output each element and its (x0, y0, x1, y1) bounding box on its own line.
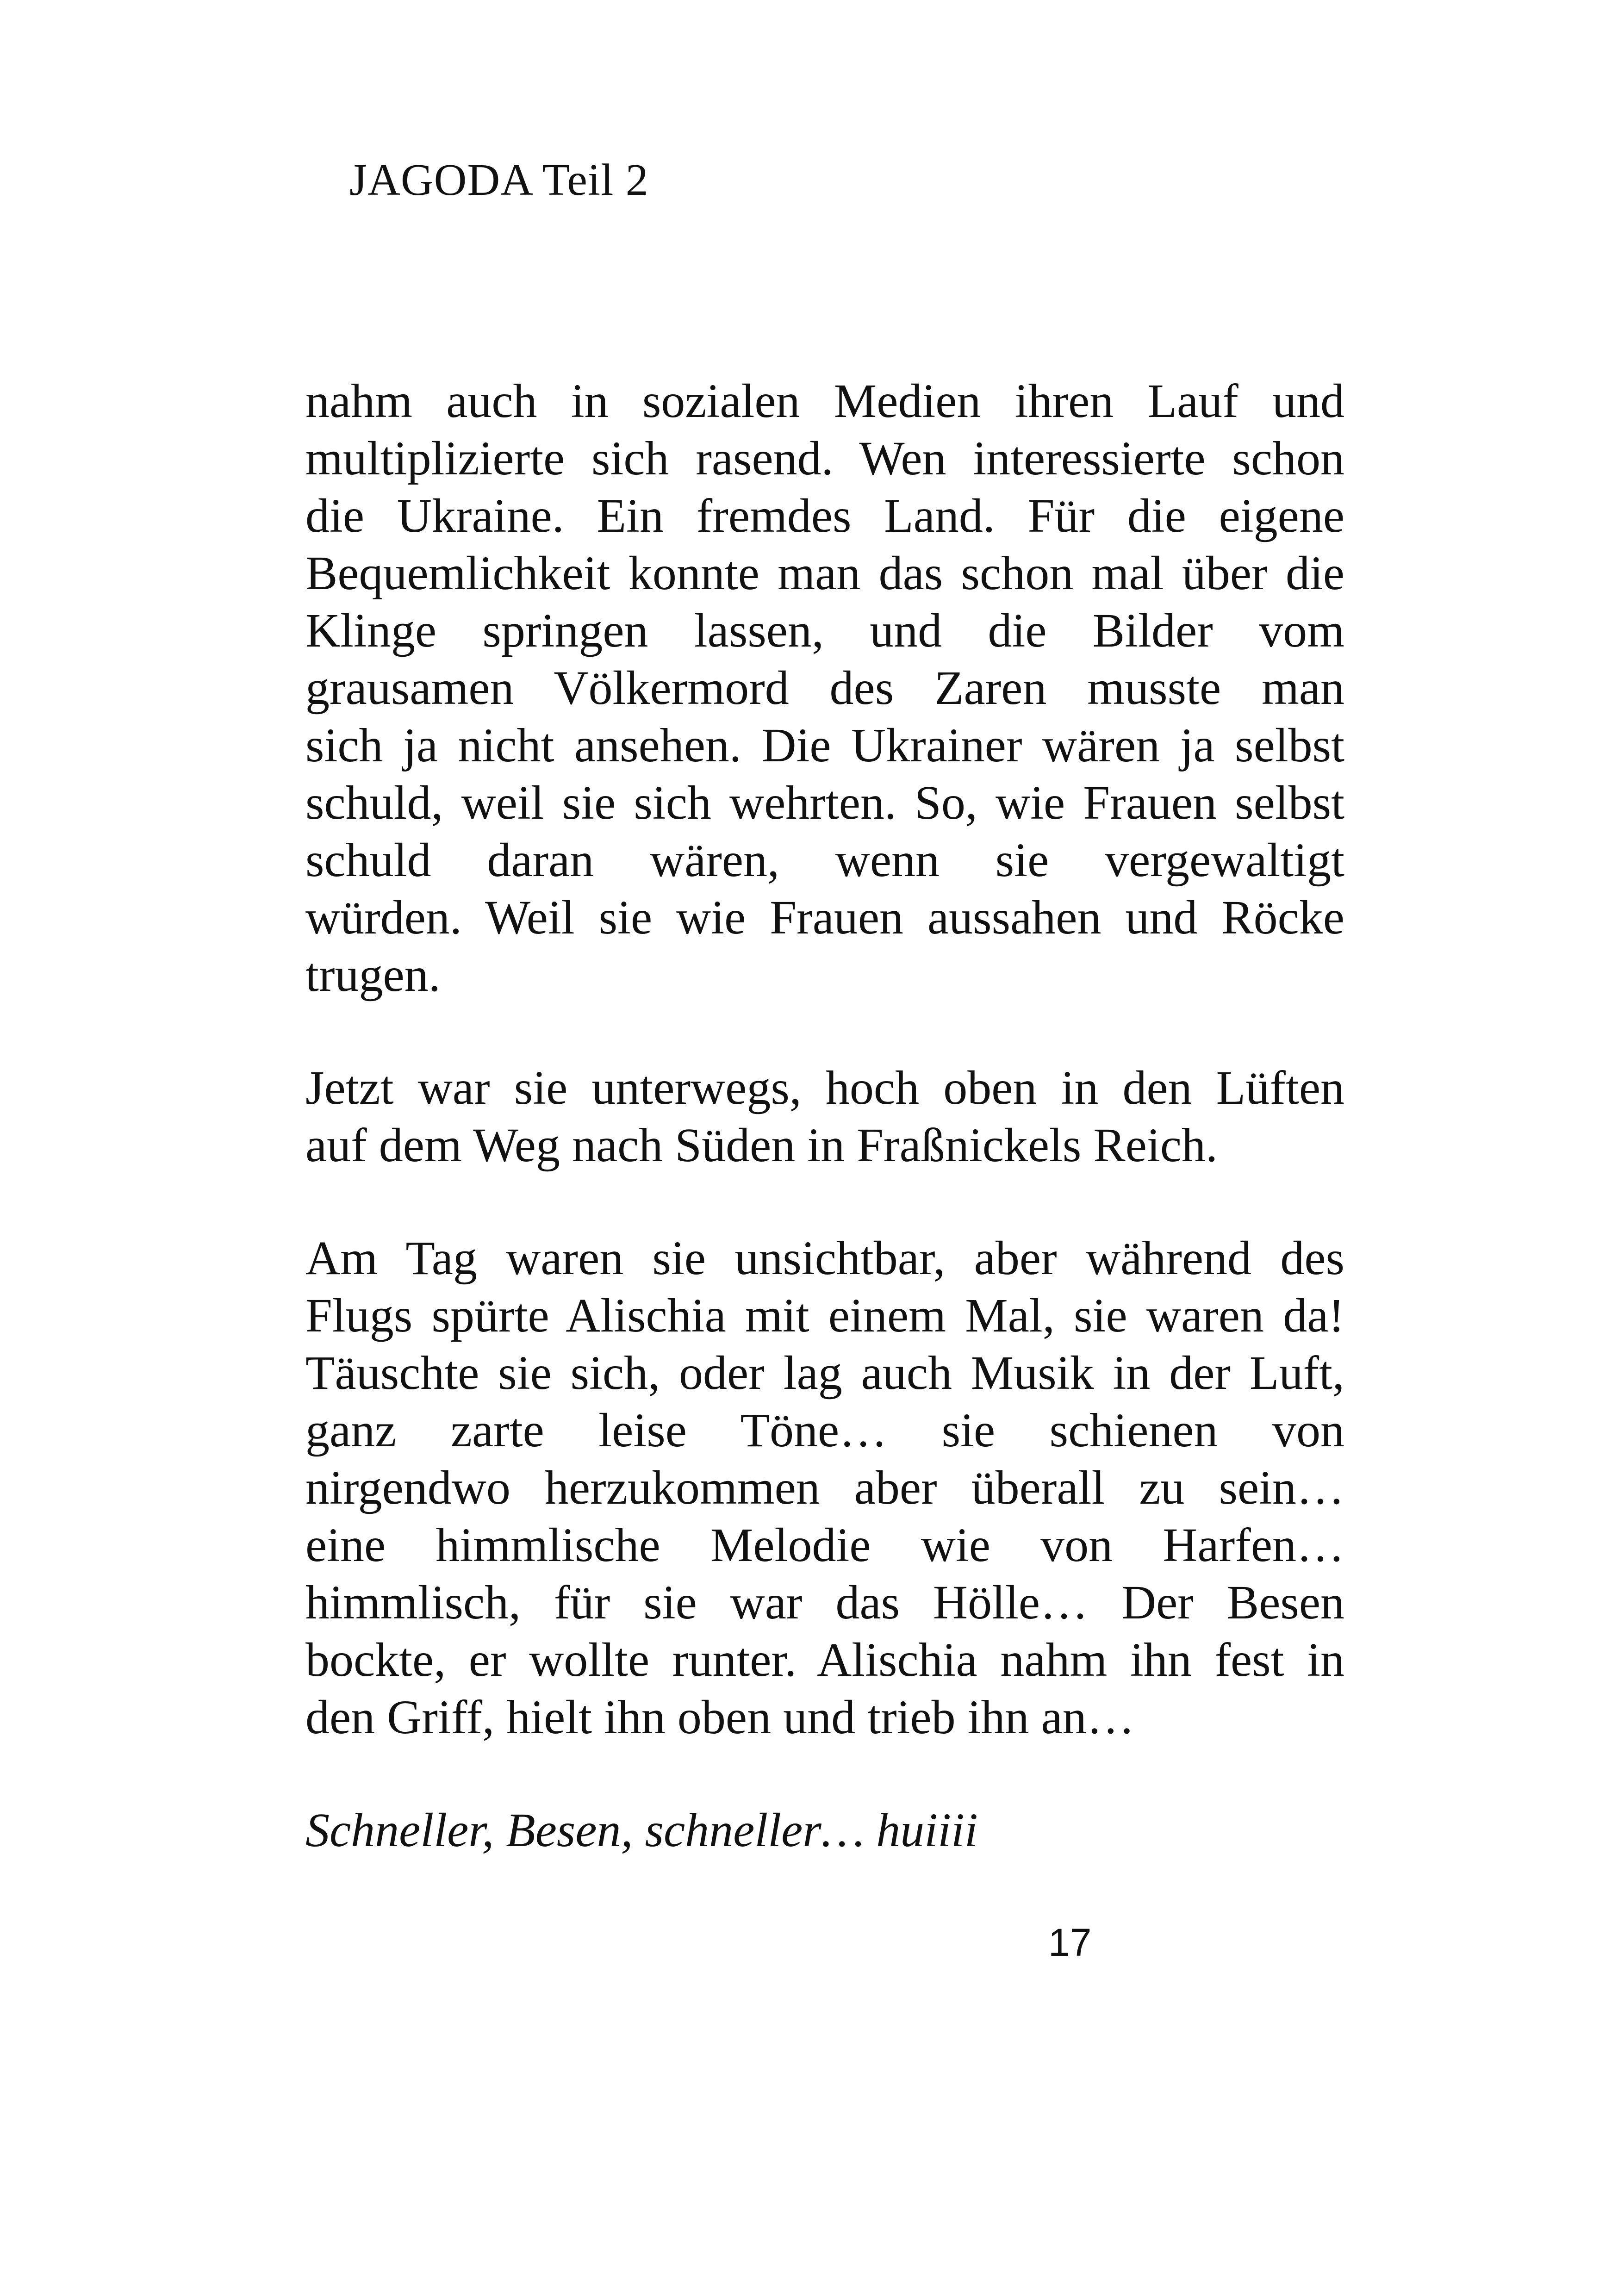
text-line: nahm auch in sozialen Medien ihren Lauf und (305, 374, 1344, 428)
text-line: trugen. (305, 948, 441, 1002)
page-number: 17 (1048, 1921, 1092, 1964)
paragraph-1 (305, 373, 1344, 1004)
text-line: Schneller, Besen, schneller… huiiii (305, 1804, 978, 1857)
text-line: eine himmlische Melodie wie von Harfen… (305, 1518, 1344, 1572)
text-line: grausamen Völkermord des Zaren musste man (305, 661, 1344, 715)
body-text (305, 373, 1344, 1915)
text-line: Klinge springen lassen, und die Bilder vom (305, 604, 1344, 657)
paragraph-3 (305, 1230, 1344, 1746)
text-line: würden. Weil sie wie Frauen aussahen und Röcke (305, 891, 1344, 944)
text-line: nirgendwo herzukommen aber überall zu sein… (305, 1461, 1344, 1514)
text-line: schuld daran wären, wenn sie vergewaltigt (305, 834, 1344, 887)
text-line: Jetzt war sie unterwegs, hoch oben in den Lüften (305, 1061, 1344, 1114)
paragraph-4-italic (305, 1802, 1344, 1859)
text-line: multiplizierte sich rasend. Wen interessierte schon (305, 432, 1344, 485)
text-line: die Ukraine. Ein fremdes Land. Für die eigene (305, 489, 1344, 542)
paragraph-2 (305, 1059, 1344, 1174)
text-line: bockte, er wollte runter. Alischia nahm ihn fest in (305, 1633, 1344, 1686)
text-line: himmlisch, für sie war das Hölle… Der Besen (305, 1576, 1344, 1629)
text-line: Flugs spürte Alischia mit einem Mal, sie waren da! (305, 1289, 1344, 1342)
text-line: auf dem Weg nach Süden in Fraßnickels Reich. (305, 1119, 1218, 1172)
text-line: den Griff, hielt ihn oben und trieb ihn an… (305, 1691, 1135, 1744)
text-line: Täuschte sie sich, oder lag auch Musik in der Luft, (305, 1346, 1344, 1400)
text-line: schuld, weil sie sich wehrten. So, wie Frauen selbst (305, 776, 1344, 829)
text-line: Am Tag waren sie unsichtbar, aber während des (305, 1232, 1344, 1285)
running-title: JAGODA Teil 2 (349, 155, 649, 205)
text-line: Bequemlichkeit konnte man das schon mal über die (305, 547, 1344, 600)
text-line: sich ja nicht ansehen. Die Ukrainer wären ja selbst (305, 719, 1344, 772)
text-line: ganz zarte leise Töne… sie schienen von (305, 1404, 1344, 1457)
